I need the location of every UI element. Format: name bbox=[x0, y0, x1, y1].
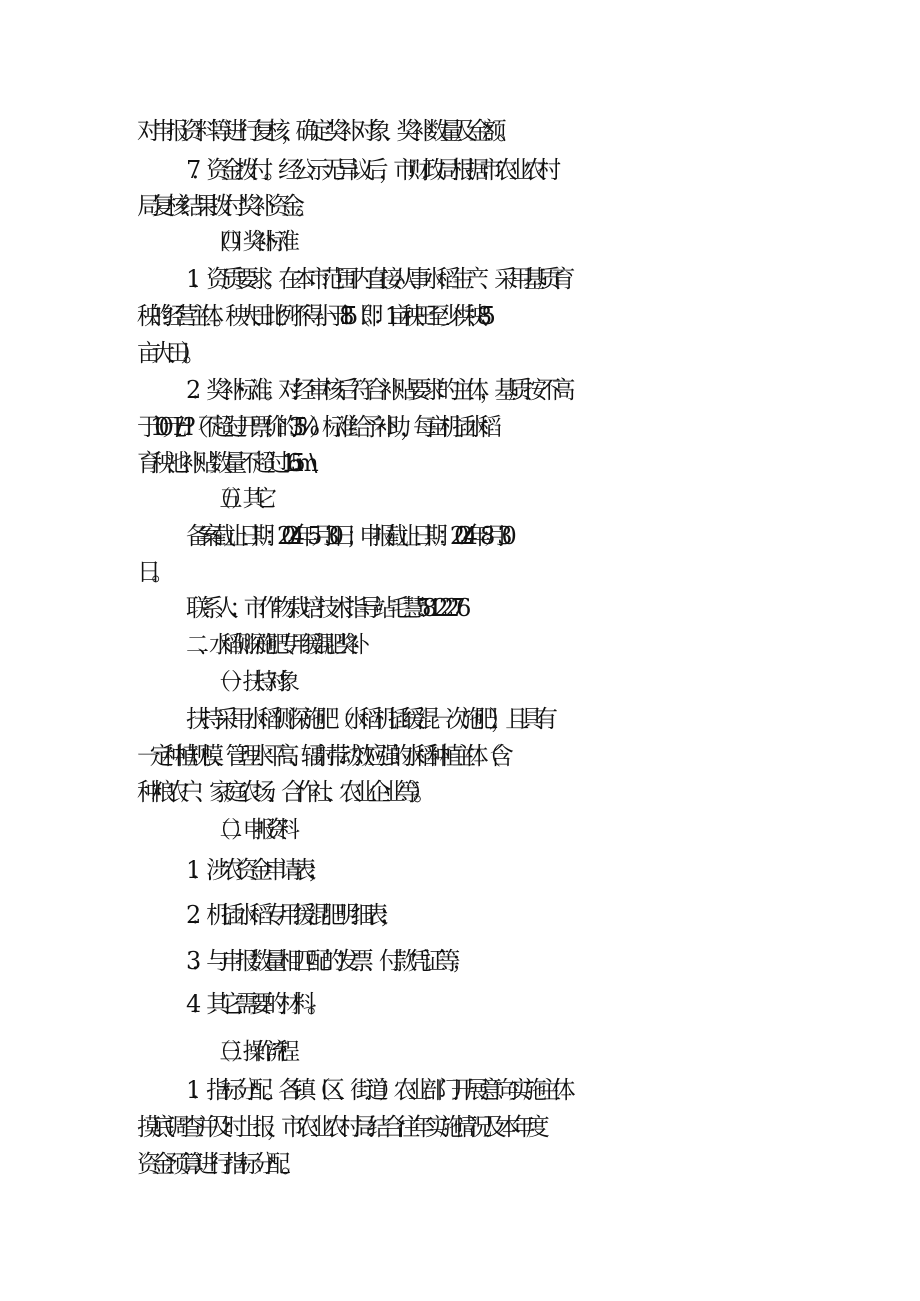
section-heading: （五）其它 bbox=[208, 486, 266, 512]
paragraph-line: 1．指标分配。各镇（区、街道）农业部门开展意向实施主体 bbox=[186, 1076, 567, 1104]
list-item: 3．与申报数量相匹配的发票、付款凭证等； bbox=[186, 947, 466, 975]
paragraph-line: 育秧池补贴数量不超过16.5m\ bbox=[137, 449, 308, 477]
paragraph-line: 于100元/H?（不超过开票价的35%）标准给予补助，每亩机插水稻 bbox=[137, 413, 492, 441]
paragraph-line: 日。 bbox=[137, 558, 166, 586]
paragraph-line: 备案截止日期：2024年5月30日；申报截止日期：2024年8月30 bbox=[186, 522, 506, 550]
paragraph-line: 秧的经营主体。秧大田比例不得小于1:85（即：1亩秧田至少供秧85 bbox=[137, 302, 485, 330]
section-heading: （四）奖补标准 bbox=[208, 229, 289, 255]
list-item: 1．涉农资金申请表； bbox=[186, 856, 322, 884]
paragraph-line: 种粮农户、家庭农场、合作社、农业企业等）。 bbox=[137, 778, 428, 806]
section-heading: （二）申报资料 bbox=[208, 817, 289, 843]
paragraph-line: 一定种植规模、管理水平高、辐射带动效应强的水稻种植主体（含 bbox=[137, 742, 503, 770]
paragraph-line: 2．奖补标准。对经审核后符合补贴要求的主体，基质按不高 bbox=[186, 376, 567, 404]
list-item: 2．机插水稻专用缓混肥明细表； bbox=[186, 901, 394, 929]
section-heading: （三）操作流程 bbox=[208, 1039, 289, 1065]
list-item: 4．其它需要的材料。 bbox=[186, 990, 322, 1018]
paragraph-line: 摸底调查并及时上报，市农业农村局结合往年实施情况及本年度 bbox=[137, 1113, 541, 1141]
section-heading: （一）扶持对象 bbox=[208, 669, 289, 695]
paragraph-line: 扶持采用水稻侧深施肥（水稻机插缓混一次施肥），且具有 bbox=[186, 705, 549, 733]
paragraph-line: 局复核结果拨付奖补资金。 bbox=[137, 192, 310, 220]
paragraph-line: 联系人：市作物栽培技术指导站毛慧58122276 bbox=[186, 594, 462, 622]
paragraph-line: 7．资金拨付。经公示无异议后，市财政局根据市农业农村 bbox=[186, 156, 552, 184]
paragraph-line: 资金预算进行指标分配。 bbox=[137, 1150, 296, 1178]
paragraph-line: 对申报资料等进行复核，确定奖补对象、奖补数量及金额。 bbox=[137, 117, 512, 145]
paragraph-line: 1．资质要求。在本市范围内直接从事水稻生产、采用基质育 bbox=[186, 265, 567, 293]
paragraph-line: 亩大田）。 bbox=[137, 339, 197, 367]
section-heading: 二、水稻侧深施肥专用缓混肥奖补 bbox=[186, 632, 359, 658]
